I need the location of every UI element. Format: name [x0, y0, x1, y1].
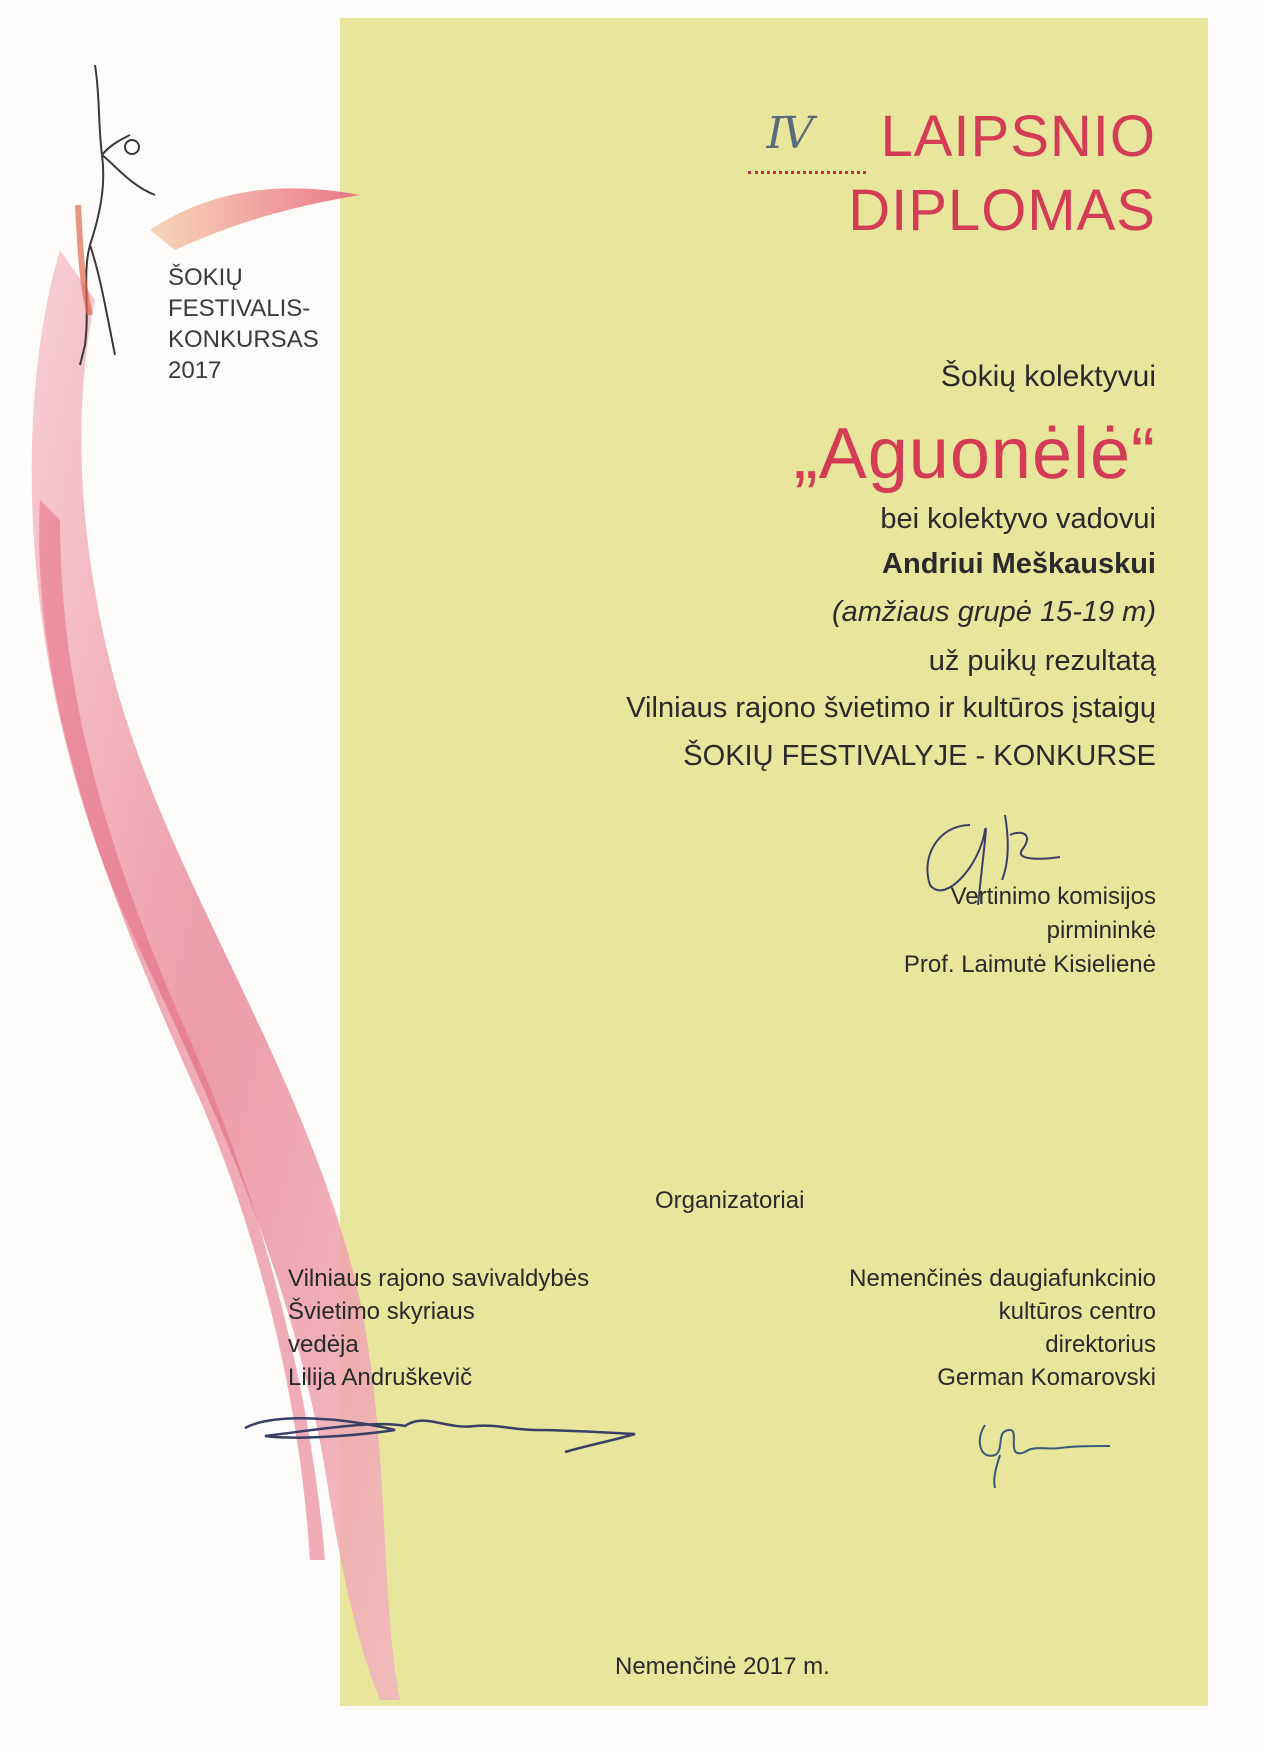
left-signature	[235, 1400, 655, 1470]
organizer-left-line: Vilniaus rajono savivaldybės	[288, 1265, 590, 1292]
title-line-2: DIPLOMAS	[848, 178, 1156, 243]
diploma-title	[748, 100, 1156, 248]
organizer-left-line: Švietimo skyriaus	[288, 1298, 475, 1325]
degree-field	[748, 108, 866, 174]
organizer-right-line: Nemenčinės daugiafunkcinio	[849, 1265, 1156, 1292]
event-line-2: ŠOKIŲ FESTIVALYJE - KONKURSE	[683, 740, 1156, 772]
award-reason: už puikų rezultatą	[928, 645, 1156, 677]
organizer-right-line: direktorius	[1045, 1331, 1156, 1358]
logo-line: KONKURSAS	[168, 326, 319, 353]
logo-line: FESTIVALIS-	[168, 295, 311, 322]
leader-intro: bei kolektyvo vadovui	[880, 503, 1156, 535]
organizer-left	[288, 1262, 589, 1394]
dancer-logo-icon	[60, 55, 180, 405]
event-line-1: Vilniaus rajono švietimo ir kultūros įstaigų	[626, 692, 1156, 724]
organizer-right-line: kultūros centro	[998, 1298, 1156, 1325]
right-signature	[965, 1410, 1115, 1490]
group-name: „Aguonėlė“	[793, 414, 1156, 494]
recipient-intro: Šokių kolektyvui	[940, 360, 1156, 393]
logo-line: 2017	[168, 357, 222, 384]
commission-name: Prof. Laimutė Kisielienė	[903, 951, 1156, 978]
leader-name: Andriui Meškauskui	[882, 548, 1156, 580]
organizers-heading: Organizatoriai	[655, 1187, 805, 1214]
organizer-right	[849, 1262, 1156, 1394]
title-line-1: LAIPSNIO	[880, 104, 1156, 169]
place-and-year: Nemenčinė 2017 m.	[615, 1653, 830, 1680]
organizer-left-line: vedėja	[288, 1331, 359, 1358]
logo-line: ŠOKIŲ	[168, 264, 243, 291]
commission-chair	[904, 880, 1156, 982]
commission-line-1: Vertinimo komisijos	[950, 883, 1156, 910]
festival-logo-text	[168, 262, 319, 386]
degree-handwritten: IV	[766, 108, 812, 159]
age-group: (amžiaus grupė 15-19 m)	[832, 596, 1156, 628]
commission-line-2: pirmininkė	[1046, 917, 1156, 944]
organizer-left-name: Lilija Andruškevič	[288, 1364, 473, 1391]
organizer-right-name: German Komarovski	[937, 1364, 1156, 1391]
